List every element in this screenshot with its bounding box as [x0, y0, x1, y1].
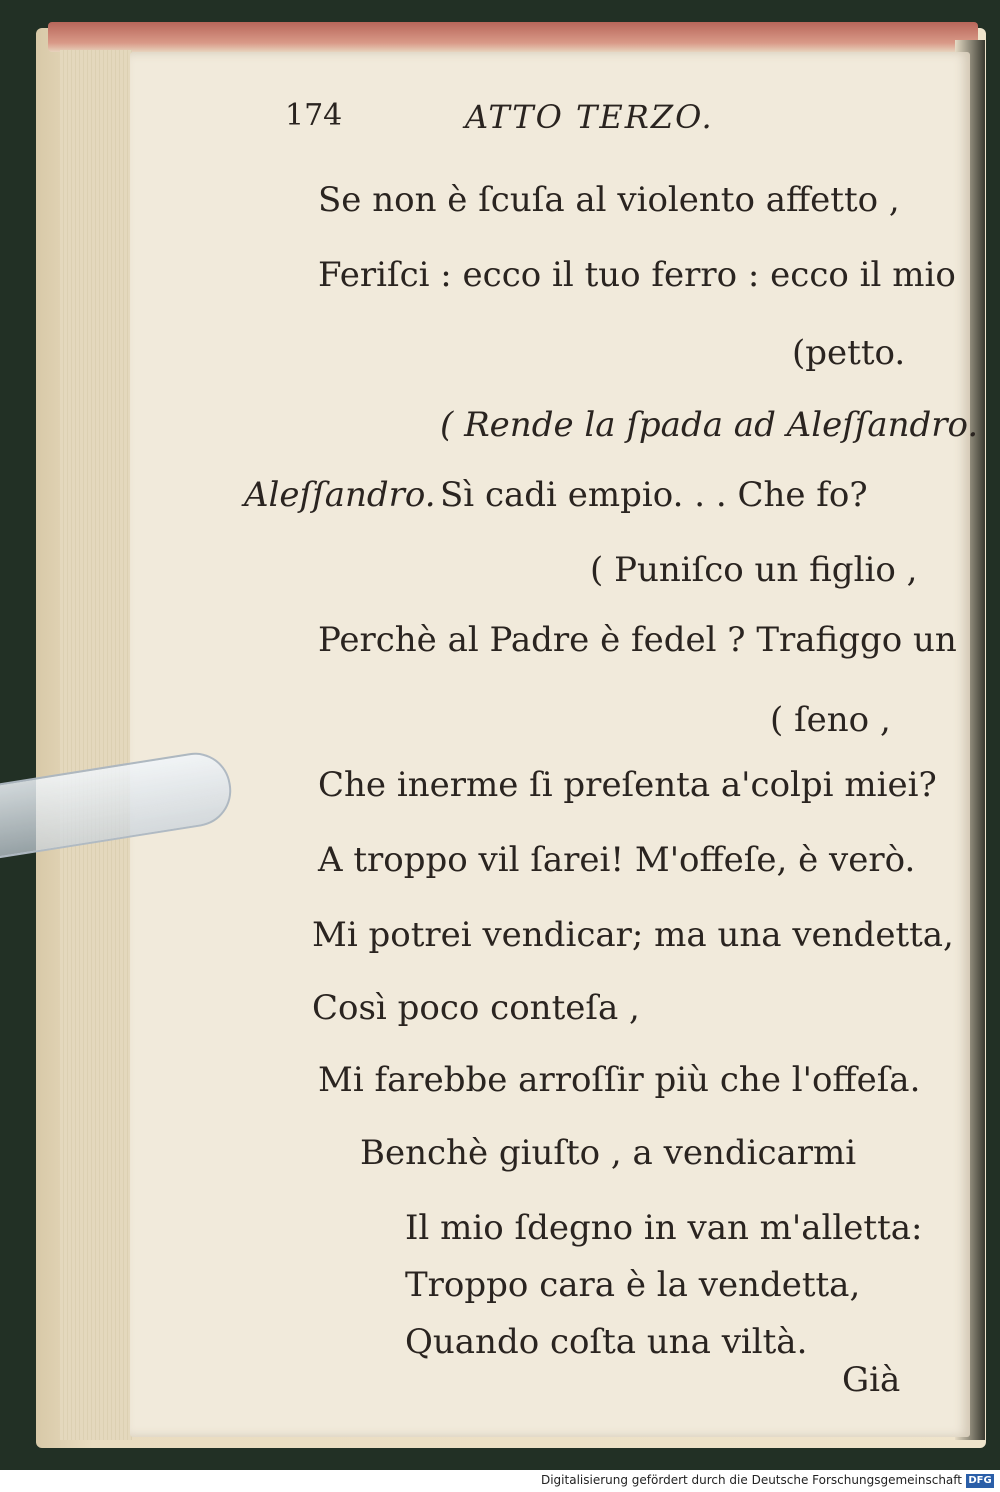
text-line: ( ſeno ,	[770, 700, 891, 740]
text-line: ( Puniſco un figlio ,	[590, 550, 918, 590]
text-line: Così poco conteſa ,	[312, 988, 640, 1028]
text-line: Feriſci : ecco il tuo ferro : ecco il mio	[318, 255, 956, 295]
page-header	[285, 98, 785, 144]
text-line: Che inerme ſi preſenta a'colpi miei?	[318, 765, 937, 805]
text-line: Mi potrei vendicar; ma una vendetta,	[312, 915, 954, 955]
text-line: A troppo vil ſarei! M'offeſe, è verò.	[318, 840, 916, 880]
red-page-edge	[48, 22, 978, 52]
text-line: Perchè al Padre è fedel ? Trafiggo un	[318, 620, 957, 660]
page-number: 174	[285, 98, 343, 133]
stage-direction: ( Rende la ſpada ad Aleſſandro.	[440, 405, 979, 445]
text-line: Sì cadi empio. . . Che fo?	[440, 475, 868, 515]
verse-line: Troppo cara è la vendetta,	[405, 1265, 861, 1305]
dfg-logo: DFG	[966, 1474, 994, 1488]
speaker-name: Aleſſandro.	[244, 475, 436, 515]
verse-line: Benchè giuſto , a vendicarmi	[360, 1133, 857, 1173]
text-line: Mi farebbe arroſſir più che l'offeſa.	[318, 1060, 921, 1100]
footer-bar	[0, 1470, 1000, 1492]
catchword: Già	[842, 1360, 901, 1400]
funding-credit: Digitalisierung gefördert durch die Deutsche Forschungsgemeinschaft	[540, 1473, 962, 1487]
running-head: ATTO TERZO.	[465, 98, 714, 136]
text-line: (petto.	[792, 333, 906, 373]
text-line: Se non è ſcuſa al violento affetto ,	[318, 180, 900, 220]
verse-line: Quando coſta una viltà.	[405, 1322, 808, 1362]
page-stack-edge	[60, 50, 132, 1440]
verse-line: Il mio ſdegno in van m'alletta:	[405, 1208, 923, 1248]
